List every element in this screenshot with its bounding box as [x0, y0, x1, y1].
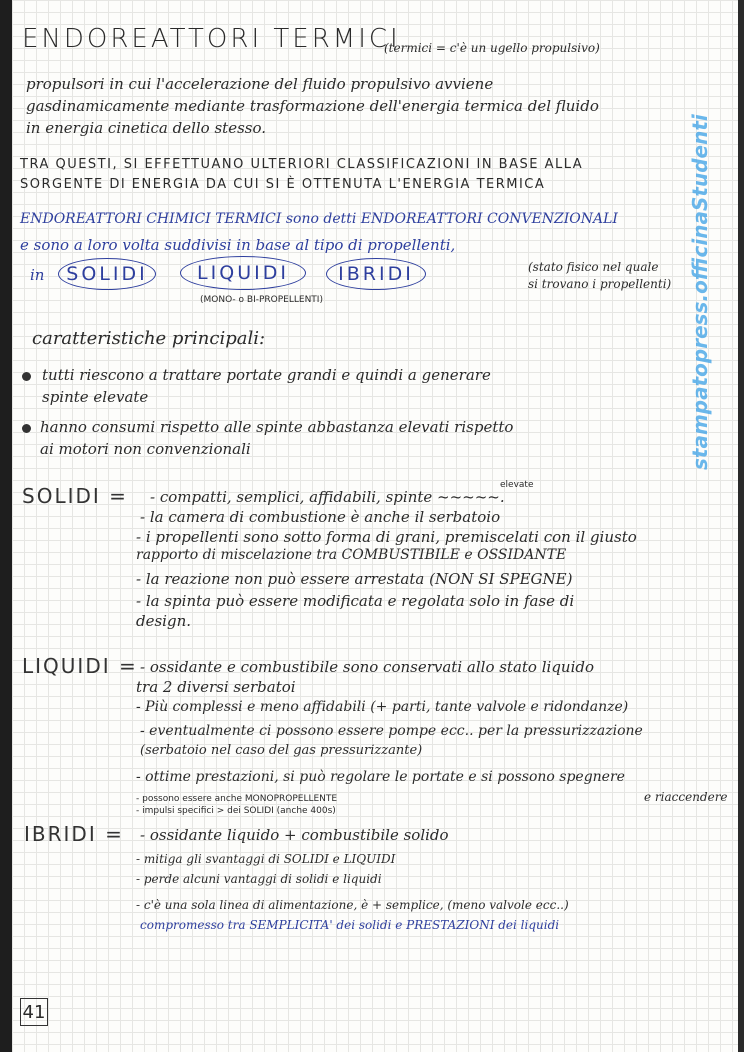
- solids-line-4: rapporto di miscelazione tra COMBUSTIBILE e OSSIDANTE: [136, 547, 567, 563]
- liquids-reaccend: e riaccendere: [644, 790, 728, 804]
- hybrids-line-1: - ossidante liquido + combustibile solido: [140, 826, 449, 844]
- feature-2-line-2: ai motori non convenzionali: [40, 440, 251, 458]
- page-number: 41: [20, 998, 48, 1026]
- feature-2-line-1: hanno consumi rispetto alle spinte abbastanza elevati rispetto: [40, 418, 514, 436]
- intro-line-3: in energia cinetica dello stesso.: [26, 119, 266, 137]
- liquids-line-1: - ossidante e combustibile sono conservati allo stato liquido: [140, 658, 595, 676]
- classification-line-2: SORGENTE DI ENERGIA DA CUI SI È OTTENUTA L'ENERGIA TERMICA: [20, 177, 546, 192]
- hybrids-line-4: - c'è una sola linea di alimentazione, è + semplice, (meno valvole ecc..): [136, 898, 569, 912]
- watermark-text: stampatopress.officinaStudenti: [688, 114, 712, 470]
- solids-line-2: - la camera di combustione è anche il serbatoio: [140, 508, 501, 526]
- liquid-oval: LIQUIDI: [180, 256, 306, 290]
- hybrids-line-3: - perde alcuni vantaggi di solidi e liquidi: [136, 872, 382, 886]
- liquids-line-4: - eventualmente ci possono essere pompe ecc.. per la pressurizzazione: [140, 723, 643, 739]
- solids-line-1: - compatti, semplici, affidabili, spinte ~~~~~.: [150, 488, 505, 506]
- binder-edge-left: [0, 0, 12, 1052]
- chemical-line-1: ENDOREATTORI CHIMICI TERMICI sono detti ENDOREATTORI CONVENZIONALI: [20, 211, 618, 227]
- hybrids-compromise: compromesso tra SEMPLICITA' dei solidi e PRESTAZIONI dei liquidi: [140, 918, 560, 932]
- solids-correction: elevate: [500, 480, 534, 490]
- intro-line-1: propulsori in cui l'accelerazione del fluido propulsivo avviene: [26, 75, 494, 93]
- hybrids-line-2: - mitiga gli svantaggi di SOLIDI e LIQUIDI: [136, 852, 396, 866]
- solid-oval: SOLIDI: [58, 258, 156, 290]
- liquids-line-6: - ottime prestazioni, si può regolare le portate e si possono spegnere: [136, 769, 625, 785]
- liquids-label: LIQUIDI =: [22, 654, 138, 678]
- features-title: caratteristiche principali:: [32, 328, 266, 349]
- chemical-line-2: e sono a loro volta suddivisi in base al tipo di propellenti,: [20, 236, 456, 254]
- bullet-dot-2: [22, 424, 31, 433]
- liquids-line-8: - impulsi specifici > dei SOLIDI (anche 400s): [136, 806, 336, 816]
- title-note: (termici = c'è un ugello propulsivo): [384, 41, 600, 55]
- liquids-line-7: - possono essere anche MONOPROPELLENTE: [136, 794, 338, 804]
- solids-line-5: - la reazione non può essere arrestata (NON SI SPEGNE): [136, 570, 573, 588]
- hybrid-oval: IBRIDI: [326, 258, 426, 290]
- solids-line-6: - la spinta può essere modificata e regolata solo in fase di: [136, 592, 575, 610]
- solids-line-3: - i propellenti sono sotto forma di grani, premiscelati con il giusto: [136, 528, 637, 546]
- liquids-line-3: - Più complessi e meno affidabili (+ parti, tante valvole e ridondanze): [136, 699, 629, 715]
- state-note-2: si trovano i propellenti): [528, 277, 672, 291]
- feature-1-line-1: tutti riescono a trattare portate grandi e quindi a generare: [42, 366, 491, 384]
- hybrids-label: IBRIDI =: [24, 822, 124, 846]
- liquids-line-5: (serbatoio nel caso del gas pressurizzante): [140, 743, 423, 758]
- solids-label: SOLIDI =: [22, 484, 128, 508]
- page-title: ENDOREATTORI TERMICI: [22, 24, 401, 54]
- liquid-note: (MONO- o BI-PROPELLENTI): [200, 295, 323, 305]
- state-note-1: (stato fisico nel quale: [528, 260, 659, 274]
- chemical-in: in: [30, 266, 45, 284]
- binder-edge-right: [738, 0, 744, 1052]
- classification-line-1: TRA QUESTI, SI EFFETTUANO ULTERIORI CLASSIFICAZIONI IN BASE ALLA: [20, 157, 584, 172]
- bullet-dot-1: [22, 372, 31, 381]
- intro-line-2: gasdinamicamente mediante trasformazione dell'energia termica del fluido: [26, 97, 599, 115]
- solids-line-7: design.: [136, 612, 192, 630]
- feature-1-line-2: spinte elevate: [42, 388, 149, 406]
- liquids-line-2: tra 2 diversi serbatoi: [136, 678, 296, 696]
